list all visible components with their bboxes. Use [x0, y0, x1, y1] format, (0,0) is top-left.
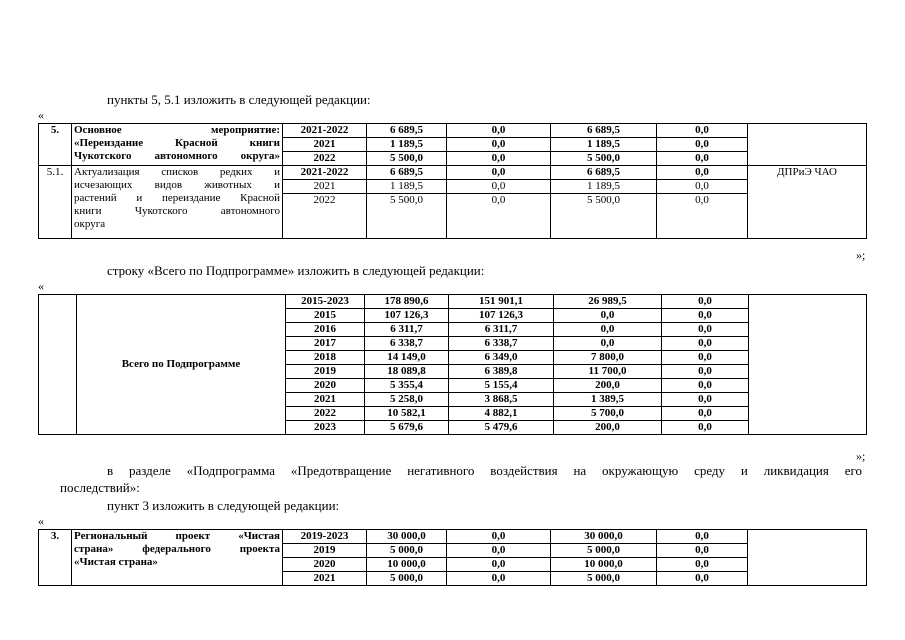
- value-cell: 5 479,6: [449, 421, 554, 435]
- row-number: 5.1.: [39, 166, 72, 239]
- value-cell: 7 800,0: [554, 351, 662, 365]
- value-cell: 14 149,0: [365, 351, 449, 365]
- value-cell: 200,0: [554, 421, 662, 435]
- close-quote-2: »;: [856, 449, 866, 463]
- value-cell: 0,0: [447, 124, 551, 138]
- year-cell: 2015-2023: [286, 295, 365, 309]
- value-cell: 0,0: [447, 138, 551, 152]
- value-cell: 0,0: [554, 337, 662, 351]
- value-cell: 6 338,7: [449, 337, 554, 351]
- value-cell: 6 389,8: [449, 365, 554, 379]
- row-name: Основное мероприятие: «Переиздание Красной книги Чукотского автономного округа»: [72, 124, 283, 166]
- value-cell: 5 500,0: [551, 152, 657, 166]
- value-cell: 0,0: [662, 309, 749, 323]
- value-cell: 30 000,0: [551, 530, 657, 544]
- row-number: [39, 295, 77, 435]
- table-row: [39, 295, 867, 309]
- value-cell: 0,0: [662, 407, 749, 421]
- value-cell: 0,0: [662, 421, 749, 435]
- year-cell: 2021: [283, 572, 367, 586]
- intro-text-1: пункты 5, 5.1 изложить в следующей редакции:: [107, 92, 371, 107]
- executor-cell: [748, 124, 867, 166]
- year-cell: 2017: [286, 337, 365, 351]
- value-cell: 5 000,0: [551, 544, 657, 558]
- close-quote-1: »;: [856, 248, 866, 262]
- value-cell: 4 882,1: [449, 407, 554, 421]
- value-cell: 1 189,5: [367, 138, 447, 152]
- value-cell: 10 582,1: [365, 407, 449, 421]
- table-row: [39, 124, 867, 138]
- table-row: [39, 530, 867, 544]
- table-item-3: [38, 529, 867, 586]
- value-cell: 0,0: [662, 379, 749, 393]
- value-cell: 0,0: [662, 323, 749, 337]
- year-cell: 2019: [283, 544, 367, 558]
- year-cell: 2022: [283, 152, 367, 166]
- value-cell: 0,0: [657, 572, 748, 586]
- value-cell: 200,0: [554, 379, 662, 393]
- value-cell: 0,0: [447, 152, 551, 166]
- value-cell: 0,0: [657, 544, 748, 558]
- value-cell: 5 155,4: [449, 379, 554, 393]
- year-cell: 2023: [286, 421, 365, 435]
- year-cell: 2020: [286, 379, 365, 393]
- value-cell: 151 901,1: [449, 295, 554, 309]
- value-cell: 0,0: [447, 558, 551, 572]
- value-cell: 5 355,4: [365, 379, 449, 393]
- value-cell: 0,0: [662, 393, 749, 407]
- open-quote-2: «: [38, 279, 44, 293]
- value-cell: 6 689,5: [367, 124, 447, 138]
- year-cell: 2022: [286, 407, 365, 421]
- intro-text-3: пункт 3 изложить в следующей редакции:: [107, 498, 340, 513]
- paragraph-3-line-1: в разделе «Подпрограмма «Предотвращение негативного воздействия на окружающую среду и ликвидация его: [107, 463, 862, 478]
- value-cell: 0,0: [662, 337, 749, 351]
- total-label: Всего по Подпрограмме: [77, 295, 286, 435]
- year-cell: 2020: [283, 558, 367, 572]
- year-cell: 2018: [286, 351, 365, 365]
- value-cell: 18 089,8: [365, 365, 449, 379]
- value-cell: 5 258,0: [365, 393, 449, 407]
- year-cell: 2019: [286, 365, 365, 379]
- value-cell: 0,0: [554, 309, 662, 323]
- value-cell: 11 700,0: [554, 365, 662, 379]
- value-cell: 3 868,5: [449, 393, 554, 407]
- value-cell: 0,0 0,0 0,0: [447, 166, 551, 239]
- value-cell: 6 311,7: [449, 323, 554, 337]
- year-cell: 2016: [286, 323, 365, 337]
- value-cell: 0,0: [657, 530, 748, 544]
- paragraph-3: [60, 462, 862, 496]
- year-cell: 2021-2022 2021 2022: [283, 166, 367, 239]
- row-name: Актуализация списков редких и исчезающих видов животных и растений и переиздание Красной книги Чукотского автономного округа: [72, 166, 283, 239]
- intro-text-2: строку «Всего по Подпрограмме» изложить в следующей редакции:: [107, 263, 485, 278]
- table-total: [38, 294, 867, 435]
- value-cell: 5 679,6: [365, 421, 449, 435]
- value-cell: 107 126,3: [365, 309, 449, 323]
- value-cell: 0,0: [657, 152, 748, 166]
- value-cell: 0,0: [662, 365, 749, 379]
- value-cell: 5 000,0: [367, 572, 447, 586]
- value-cell: 10 000,0: [551, 558, 657, 572]
- table-row: [39, 166, 867, 239]
- value-cell: 0,0: [447, 544, 551, 558]
- value-cell: 0,0: [657, 124, 748, 138]
- value-cell: 6 689,5: [551, 124, 657, 138]
- year-cell: 2021: [283, 138, 367, 152]
- year-cell: 2021: [286, 393, 365, 407]
- year-cell: 2021-2022: [283, 124, 367, 138]
- value-cell: 10 000,0: [367, 558, 447, 572]
- value-cell: 0,0: [662, 295, 749, 309]
- year-cell: 2019-2023: [283, 530, 367, 544]
- value-cell: 0,0: [447, 530, 551, 544]
- value-cell: 6 349,0: [449, 351, 554, 365]
- open-quote-3: «: [38, 514, 44, 528]
- value-cell: 6 338,7: [365, 337, 449, 351]
- value-cell: 0,0: [662, 351, 749, 365]
- value-cell: 5 000,0: [551, 572, 657, 586]
- value-cell: 0,0: [554, 323, 662, 337]
- value-cell: 107 126,3: [449, 309, 554, 323]
- table-items-5: [38, 123, 867, 239]
- value-cell: 6 689,5 1 189,5 5 500,0: [551, 166, 657, 239]
- value-cell: 0,0: [657, 558, 748, 572]
- row-number: 3.: [39, 530, 72, 586]
- value-cell: 5 500,0: [367, 152, 447, 166]
- row-name: Региональный проект «Чистая страна» федерального проекта «Чистая страна»: [72, 530, 283, 586]
- value-cell: 30 000,0: [367, 530, 447, 544]
- value-cell: 0,0 0,0 0,0: [657, 166, 748, 239]
- paragraph-3-line-2: последствий»:: [60, 480, 140, 495]
- year-cell: 2015: [286, 309, 365, 323]
- value-cell: 6 311,7: [365, 323, 449, 337]
- value-cell: 0,0: [657, 138, 748, 152]
- value-cell: 178 890,6: [365, 295, 449, 309]
- value-cell: 6 689,5 1 189,5 5 500,0: [367, 166, 447, 239]
- value-cell: 1 189,5: [551, 138, 657, 152]
- executor-cell: [748, 530, 867, 586]
- value-cell: 1 389,5: [554, 393, 662, 407]
- open-quote-1: «: [38, 108, 44, 122]
- value-cell: 5 000,0: [367, 544, 447, 558]
- value-cell: 26 989,5: [554, 295, 662, 309]
- row-number: 5.: [39, 124, 72, 166]
- value-cell: 0,0: [447, 572, 551, 586]
- value-cell: 5 700,0: [554, 407, 662, 421]
- executor-cell: [749, 295, 867, 435]
- executor-cell: ДПРиЭ ЧАО: [748, 166, 867, 239]
